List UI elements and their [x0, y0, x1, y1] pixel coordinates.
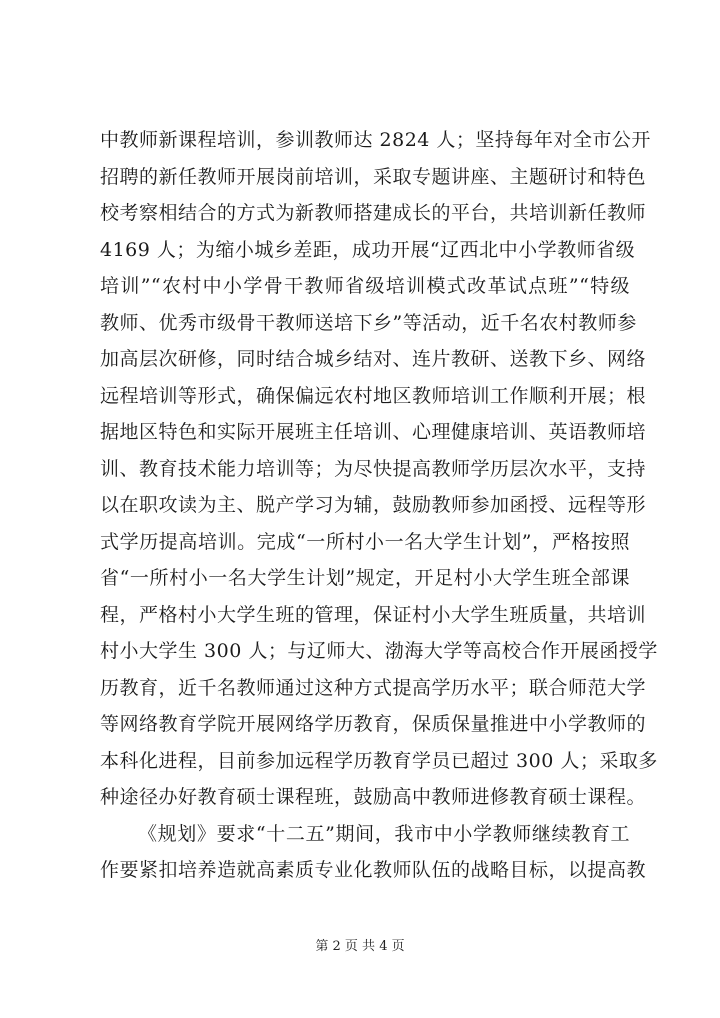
text-line: 省“一所村小一名大学生计划”规定，开足村小大学生班全部课 — [100, 567, 630, 589]
text-line: 程，严格村小大学生班的管理，保证村小大学生班质量，共培训 — [100, 603, 647, 626]
text-line: 4169 人；为缩小城乡差距，成功开展“辽西北中小学教师省级 — [100, 238, 636, 261]
text-line: 中教师新课程培训，参训教师达 2824 人；坚持每年对全市公开 — [100, 129, 651, 151]
text-line: 等网络教育学院开展网络学历教育，保质保量推进中小学教师的 — [100, 713, 647, 735]
paragraph-2 — [100, 816, 647, 889]
text-line: 式学历提高培训。完成“一所村小一名大学生计划”，严格按照 — [100, 530, 630, 553]
text-line: 招聘的新任教师开展岗前培训，采取专题讲座、主题研讨和特色 — [100, 165, 647, 188]
text-line: 据地区特色和实际开展班主任培训、心理健康培训、英语教师培 — [100, 421, 647, 443]
text-line: 培训”“农村中小学骨干教师省级培训模式改革试点班”“特级 — [100, 275, 630, 297]
document-body — [100, 122, 658, 889]
text-line: 加高层次研修，同时结合城乡结对、连片教研、送教下乡、网络 — [100, 348, 647, 370]
page-number-footer: 第 2 页 共 4 页 — [315, 939, 405, 954]
text-line: 村小大学生 300 人；与辽师大、渤海大学等高校合作开展函授学 — [100, 640, 658, 662]
text-line: 历教育，近千名教师通过这种方式提高学历水平；联合师范大学 — [100, 676, 647, 699]
text-line: 作要紧扣培养造就高素质专业化教师队伍的战略目标，以提高教 — [100, 859, 647, 881]
text-line: 校考察相结合的方式为新教师搭建成长的平台，共培训新任教师 — [100, 202, 647, 224]
text-line: 《规划》要求“十二五”期间，我市中小学教师继续教育工 — [138, 822, 630, 845]
paragraph-1 — [100, 122, 658, 816]
text-line: 远程培训等形式，确保偏远农村地区教师培训工作顺利开展；根 — [100, 384, 647, 407]
text-line: 训、教育技术能力培训等；为尽快提高教师学历层次水平，支持 — [100, 457, 647, 480]
text-line: 教师、优秀市级骨干教师送培下乡”等活动，近千名农村教师参 — [100, 311, 637, 334]
text-line: 种途径办好教育硕士课程班，鼓励高中教师进修教育硕士课程。 — [100, 786, 647, 808]
text-line: 以在职攻读为主、脱产学习为辅，鼓励教师参加函授、远程等形 — [100, 494, 647, 516]
text-line: 本科化进程，目前参加远程学历教育学员已超过 300 人；采取多 — [100, 749, 658, 772]
